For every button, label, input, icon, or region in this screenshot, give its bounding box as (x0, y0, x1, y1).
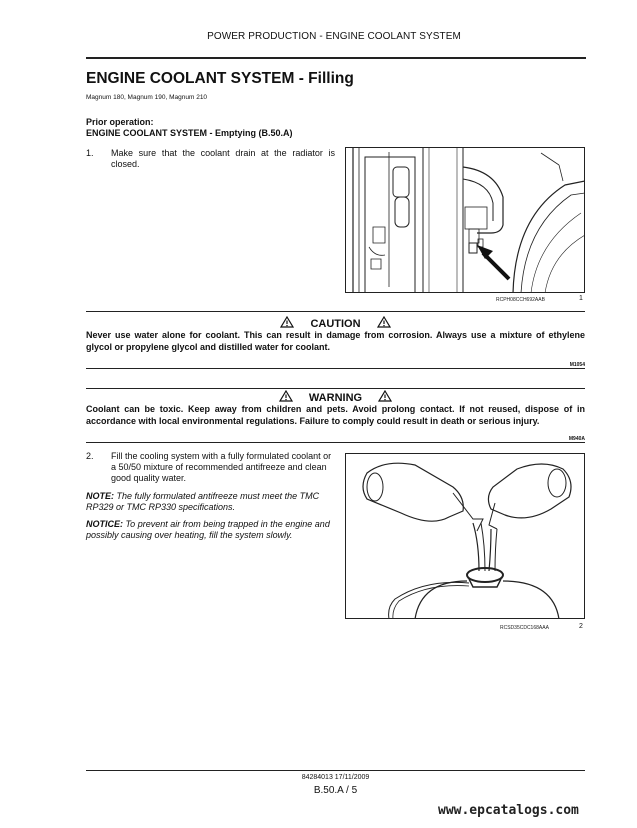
step-2-text: Fill the cooling system with a fully formulated coolant or a 50/50 mixture of recommended antifreeze and clean good quality water. (111, 451, 332, 483)
caution-heading: CAUTION (310, 318, 361, 330)
warning-triangle-icon (377, 316, 391, 328)
notice-label: NOTICE: (86, 519, 123, 529)
warning-heading: WARNING (308, 392, 363, 404)
warning-top-rule (86, 388, 585, 389)
page-number: B.50.A / 5 (313, 785, 358, 796)
radiator-drain-illustration (345, 147, 585, 293)
footer-rule (86, 770, 585, 771)
website-watermark: www.epcatalogs.com (438, 803, 579, 818)
caution-text: Never use water alone for coolant. This can result in damage from corrosion. Always use a mixture of ethylene glycol or propylene glycol and distilled water for coolant. (86, 330, 585, 352)
figure-2-image (345, 453, 585, 619)
warning-bottom-rule (86, 442, 585, 443)
page-title: ENGINE COOLANT SYSTEM - Filling (86, 70, 354, 87)
document-reference: 84284013 17/11/2009 (301, 774, 370, 781)
figure-2-number: 2 (579, 623, 583, 630)
step-2-number: 2. (86, 451, 94, 461)
caution-bottom-rule (86, 368, 585, 369)
figure-1-caption: RCPH08CCH692AAB (496, 297, 545, 303)
warning-triangle-icon (378, 390, 392, 402)
step-1-number: 1. (86, 148, 94, 158)
prior-operation-label: Prior operation: (86, 117, 154, 127)
caution-code: M1054 (569, 362, 585, 368)
prior-operation-link[interactable]: ENGINE COOLANT SYSTEM - Emptying (B.50.A) (86, 128, 293, 138)
running-header: POWER PRODUCTION - ENGINE COOLANT SYSTEM (207, 31, 461, 42)
note-text: The fully formulated antifreeze must meet the TMC RP329 or TMC RP330 specifications. (86, 491, 320, 512)
figure-1-number: 1 (579, 295, 583, 302)
warning-heading-row (86, 390, 585, 404)
note-tmc-spec (86, 491, 338, 513)
warning-triangle-icon (279, 390, 293, 402)
step-1-text: Make sure that the coolant drain at the radiator is closed. (111, 148, 335, 169)
model-list: Magnum 180, Magnum 190, Magnum 210 (86, 94, 208, 101)
warning-triangle-icon (280, 316, 294, 328)
warning-code: M940A (568, 436, 585, 442)
warning-text: Coolant can be toxic. Keep away from children and pets. Avoid prolong contact. If not reused, dispose of in accordance with local environmental regulations. Failure to comply could result in death or serious injury. (86, 404, 585, 426)
notice-text: To prevent air from being trapped in the engine and possibly causing over heating, fill the system slowly. (86, 519, 330, 540)
header-rule (86, 57, 586, 59)
notice-slow-fill (86, 519, 338, 541)
prior-operation (86, 117, 293, 139)
note-label: NOTE: (86, 491, 114, 501)
caution-heading-row (86, 316, 585, 330)
caution-top-rule (86, 311, 585, 312)
figure-2-caption: RCSD35CDC168AAA (500, 625, 549, 631)
figure-1-image (345, 147, 585, 293)
coolant-pouring-illustration (345, 453, 585, 619)
